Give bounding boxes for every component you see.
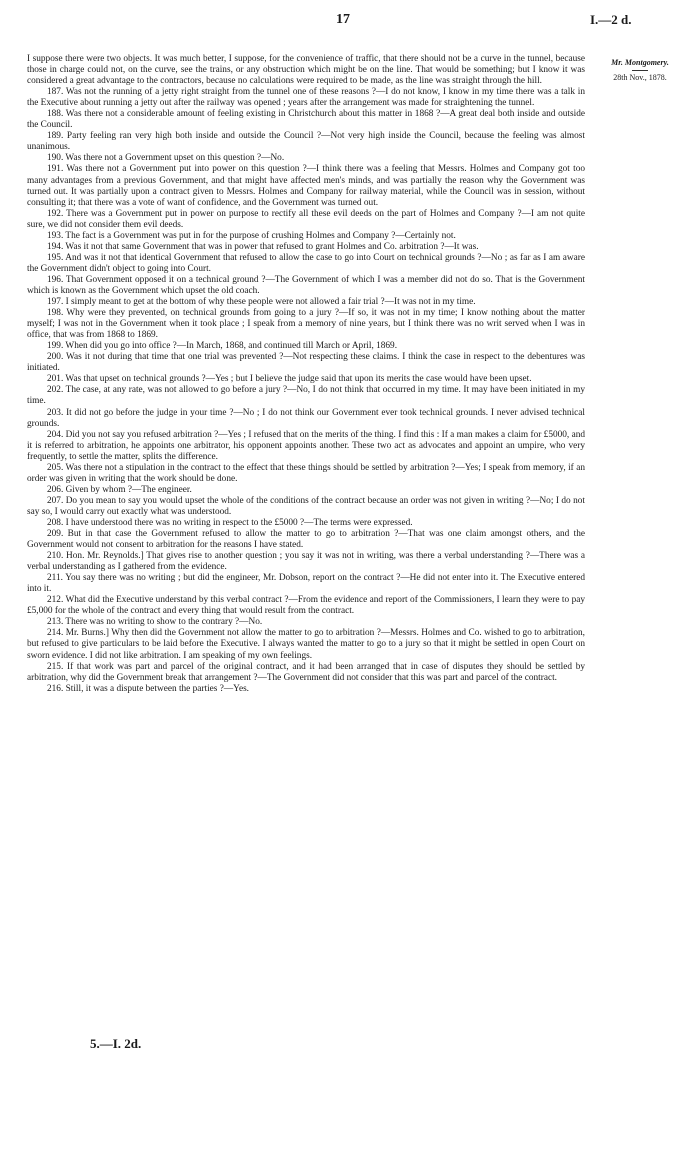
- paragraph: 189. Party feeling ran very high both inside and outside the Council ?—Not very high inside the Council, because the feeling was almost unanimous.: [27, 131, 585, 153]
- paragraph: 208. I have understood there was no writing in respect to the £5000 ?—The terms were expressed.: [47, 517, 413, 528]
- paragraph: 201. Was that upset on technical grounds ?—Yes ; but I believe the judge said that upon its merits the case would have been upset.: [47, 374, 532, 385]
- paragraph: 213. There was no writing to show to the contrary ?—No.: [47, 617, 263, 628]
- paragraph: 199. When did you go into office ?—In March, 1868, and continued till March or April, 1869.: [47, 341, 398, 352]
- paragraph: 216. Still, it was a dispute between the parties ?—Yes.: [47, 683, 250, 694]
- document-reference: I.—2 d.: [590, 12, 632, 27]
- paragraph: 212. What did the Executive understand by this verbal contract ?—From the evidence and report of the Commissioners, I learn they were to pay £5,000 for the whole of the contract and every thing that would result from the contract.: [27, 595, 585, 617]
- printer-signature: 5.—I. 2d.: [90, 1036, 142, 1051]
- paragraph: 209. But in that case the Government refused to allow the matter to go to arbitration ?—That was one claim amongst others, and the Government would not consent to arbitration for the reasons I have stated.: [27, 529, 585, 551]
- witness-name: Mr. Montgomery.: [611, 58, 669, 67]
- paragraph: 191. Was there not a Government put into power on this question ?—I think there was a feeling that Messrs. Holmes and Company got too many advantages from a previous Government, and that might have affected men's minds, and was partially the reason why the Government was turned out. It was partially upon a contract given to Messrs. Holmes and Company for railway material, while the Council was in session, without consulting it; that there was a vote of want of confidence, and the Government was turned out.: [27, 164, 585, 208]
- margin-note: [585, 57, 695, 83]
- paragraph: 190. Was there not a Government upset on this question ?—No.: [47, 153, 285, 164]
- session-date: 28th Nov., 1878.: [613, 73, 667, 82]
- evidence-text: [27, 54, 585, 695]
- paragraph: 202. The case, at any rate, was not allowed to go before a jury ?—No, I do not think that occurred in my time. It may have been initiated in my time.: [27, 385, 585, 407]
- paragraph: 193. The fact is a Government was put in for the purpose of crushing Holmes and Company ?—Certainly not.: [47, 230, 456, 241]
- paragraph: 187. Was not the running of a jetty right straight from the tunnel one of these reasons ?—I do not know, I know in my time there was a talk in the Executive about running a jetty out after the railway was opened ; years after the arrangement was made for straightening the tunnel.: [27, 87, 585, 109]
- paragraph: 196. That Government opposed it on a technical ground ?—The Government of which I was a member did not do so. That is the Government which is known as the Government which upset the old coach.: [27, 274, 585, 296]
- paragraph: 205. Was there not a stipulation in the contract to the effect that these things should be settled by arbitration ?—Yes; I speak from memory, if an order was given in writing that the work should be done.: [27, 462, 585, 484]
- paragraph: 204. Did you not say you refused arbitration ?—Yes ; I refused that on the merits of the thing. I find this : If a man makes a claim for £5000, and it is referred to arbitration, he appoints one arbitrator, his opponent appoints another. These two act as advocates and appoint an umpire, who very frequently, to settle the matter, splits the difference.: [27, 429, 585, 462]
- paragraph: 210. Hon. Mr. Reynolds.] That gives rise to another question ; you say it was not in writing, was there a verbal understanding ?—There was a verbal understanding as I gathered from the evidence.: [27, 551, 585, 573]
- margin-rule: [632, 70, 648, 71]
- page-number: 17: [336, 12, 350, 27]
- paragraph: 207. Do you mean to say you would upset the whole of the conditions of the contract because an order was not given in writing ?—No; I do not say so, I would carry out exactly what was understood.: [27, 495, 585, 517]
- paragraph: 198. Why were they prevented, on technical grounds from going to a jury ?—If so, it was not in my time; I know nothing about the matter myself; I was not in the Government when it took place ; I speak from a memory of nine years, but I think there was no writ served when I was in office, that was from 1868 to 1869.: [27, 308, 585, 341]
- paragraph: 203. It did not go before the judge in your time ?—No ; I do not think our Government ever took technical grounds. I never advised technical grounds.: [27, 407, 585, 429]
- paragraph: 192. There was a Government put in power on purpose to rectify all these evil deeds on the part of Holmes and Company ?—I am not quite sure, we did not consider them evil deeds.: [27, 208, 585, 230]
- paragraph: 200. Was it not during that time that one trial was prevented ?—Not respecting these claims. I think the case in respect to the debentures was initiated.: [27, 352, 585, 374]
- paragraph: 206. Given by whom ?—The engineer.: [47, 484, 192, 495]
- paragraph: 188. Was there not a considerable amount of feeling existing in Christchurch about this matter in 1868 ?—A great deal both inside and outside the Council.: [27, 109, 585, 131]
- paragraph: 197. I simply meant to get at the bottom of why these people were not allowed a fair trial ?—It was not in my time.: [47, 297, 476, 308]
- paragraph: 211. You say there was no writing ; but did the engineer, Mr. Dobson, report on the contract ?—He did not enter into it. The Executive entered into it.: [27, 573, 585, 595]
- paragraph: 194. Was it not that same Government that was in power that refused to grant Holmes and Co. arbitration ?—It was.: [47, 241, 479, 252]
- paragraph: 214. Mr. Burns.] Why then did the Government not allow the matter to go to arbitration ?—Messrs. Holmes and Co. wished to go to arbitration, but refused to give particulars to be laid before the Executive. I always wanted the matter to go to a jury so that it might be settled in open Court on sworn evidence. I did not like arbitration. I am speaking of my own feelings.: [27, 628, 585, 661]
- paragraph: 215. If that work was part and parcel of the original contract, and it had been arranged that in case of disputes they should be settled by arbitration, why did the Government break that arrangement ?—The Government did not consider that this was part and parcel of the contract.: [27, 661, 585, 683]
- paragraph: 195. And was it not that identical Government that refused to allow the case to go into Court on technical grounds ?—No ; as far as I am aware the Government didn't object to going into Court.: [27, 252, 585, 274]
- paragraph: I suppose there were two objects. It was much better, I suppose, for the convenience of traffic, that there should not be a curve in the tunnel, because those in charge could not, on the curve, see the trains, or any obstruction which might be on the line. That would be something; but I know it was considered a great advantage to the contractors, because no calculations were required to be made, as the line was straight through the hill.: [27, 54, 585, 87]
